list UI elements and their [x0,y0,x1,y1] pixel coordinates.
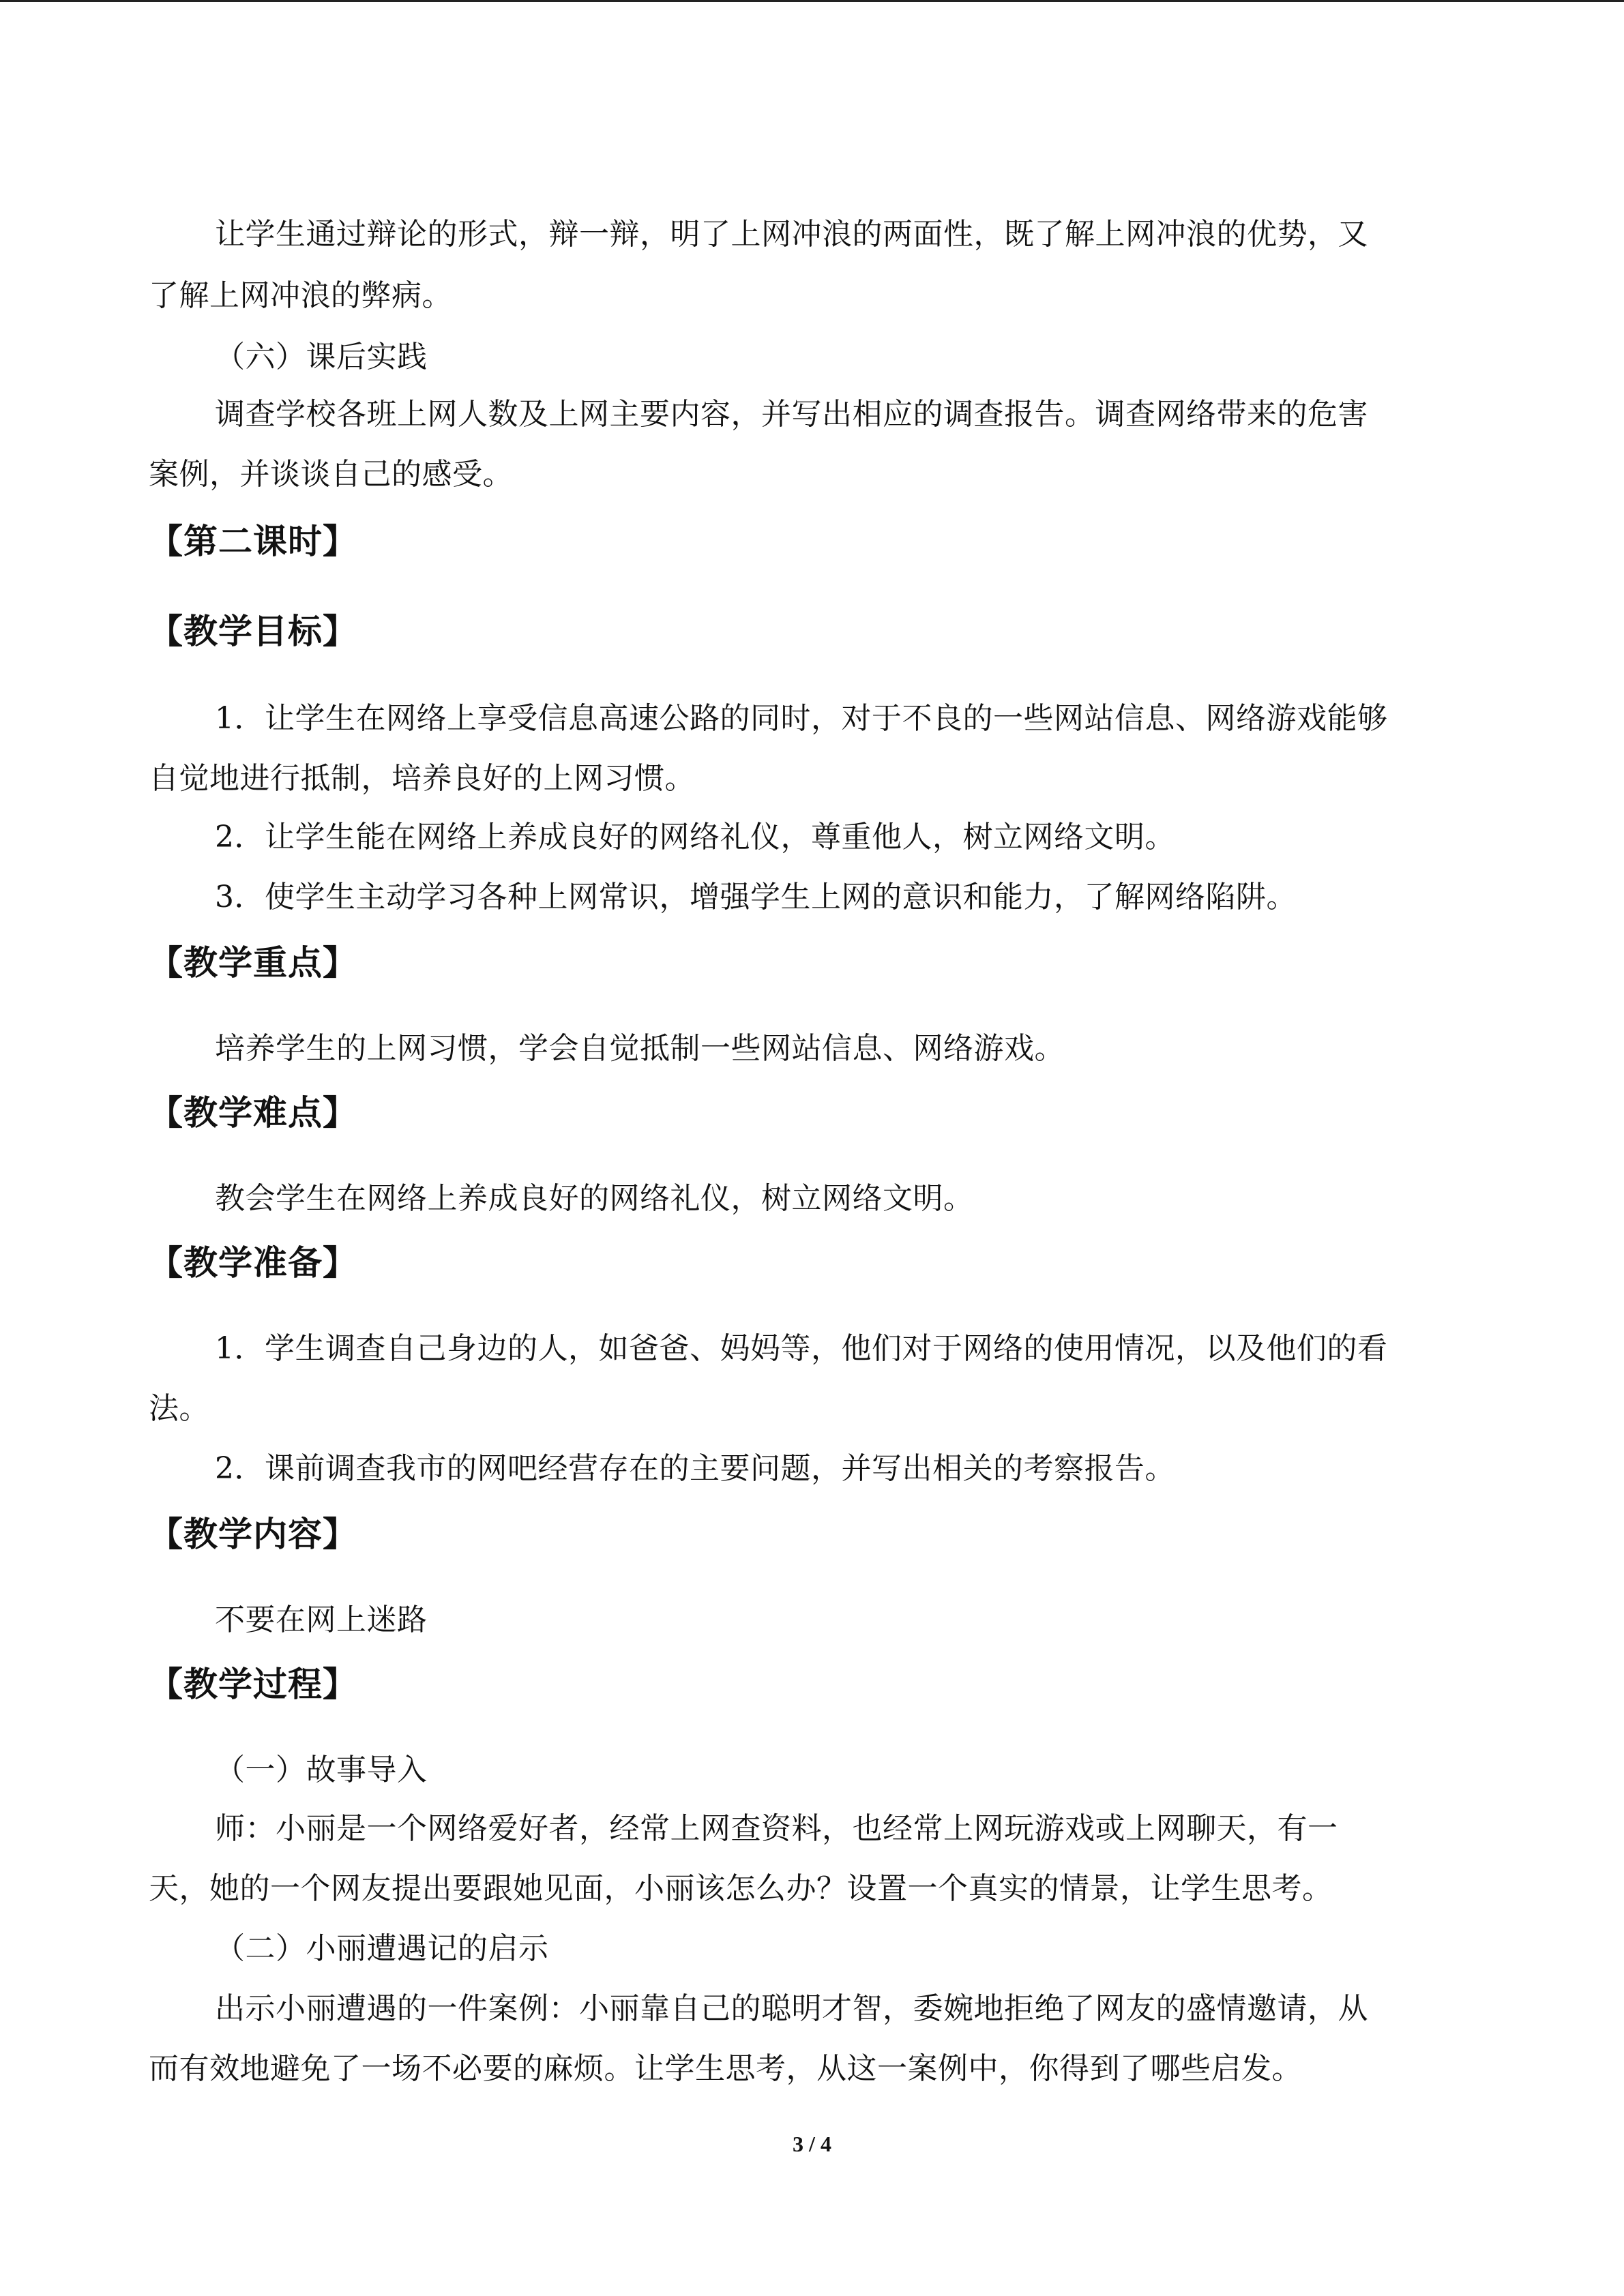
story-line-1: 师：小丽是一个网络爱好者，经常上网查资料，也经常上网玩游戏或上网聊天，有一 [215,1811,1338,1846]
goal-2: 2．让学生能在网络上养成良好的网络礼仪，尊重他人，树立网络文明。 [215,820,1175,854]
page-number: 3 / 4 [793,2132,831,2156]
subheading-after-class-practice: （六）课后实践 [215,340,428,374]
goal-1-line-1: 1．让学生在网络上享受信息高速公路的同时，对于不良的一些网站信息、网络游戏能够 [215,701,1388,736]
heading-teaching-goals: 【教学目标】 [149,611,357,651]
goal-1-line-2: 自觉地进行抵制，培养良好的上网习惯。 [149,761,695,796]
paragraph-debate-line-1: 让学生通过辩论的形式，辩一辩，明了上网冲浪的两面性，既了解上网冲浪的优势，又 [215,217,1368,252]
paragraph-survey-line-2: 案例，并谈谈自己的感受。 [149,457,513,492]
heading-teaching-difficulties: 【教学难点】 [149,1092,357,1133]
preparation-1-line-2: 法。 [149,1391,209,1426]
paragraph-survey-line-1: 调查学校各班上网人数及上网主要内容，并写出相应的调查报告。调查网络带来的危害 [215,397,1368,432]
heading-teaching-process: 【教学过程】 [149,1664,357,1704]
content-text: 不要在网上迷路 [215,1602,428,1637]
case-line-2: 而有效地避免了一场不必要的麻烦。让学生思考，从这一案例中，你得到了哪些启发。 [149,2051,1302,2086]
case-line-1: 出示小丽遭遇的一件案例：小丽靠自己的聪明才智，委婉地拒绝了网友的盛情邀请，从 [215,1991,1368,2026]
story-line-2: 天，她的一个网友提出要跟她见面，小丽该怎么办？设置一个真实的情景，让学生思考。 [149,1871,1333,1906]
heading-teaching-content: 【教学内容】 [149,1514,357,1554]
preparation-2: 2．课前调查我市的网吧经营存在的主要问题，并写出相关的考察报告。 [215,1451,1175,1486]
subheading-story-intro: （一）故事导入 [215,1753,428,1787]
difficulties-text: 教会学生在网络上养成良好的网络礼仪，树立网络文明。 [215,1181,974,1216]
paragraph-debate-line-2: 了解上网冲浪的弊病。 [149,278,452,313]
preparation-1-line-1: 1．学生调查自己身边的人，如爸爸、妈妈等，他们对于网络的使用情况，以及他们的看 [215,1331,1388,1366]
subheading-xiaoli-enlightenment: （二）小丽遭遇记的启示 [215,1931,549,1966]
key-points-text: 培养学生的上网习惯，学会自觉抵制一些网站信息、网络游戏。 [215,1031,1065,1066]
heading-teaching-key-points: 【教学重点】 [149,942,357,983]
heading-second-lesson: 【第二课时】 [149,521,357,561]
heading-teaching-preparation: 【教学准备】 [149,1242,357,1283]
goal-3: 3．使学生主动学习各种上网常识，增强学生上网的意识和能力，了解网络陷阱。 [215,880,1297,914]
